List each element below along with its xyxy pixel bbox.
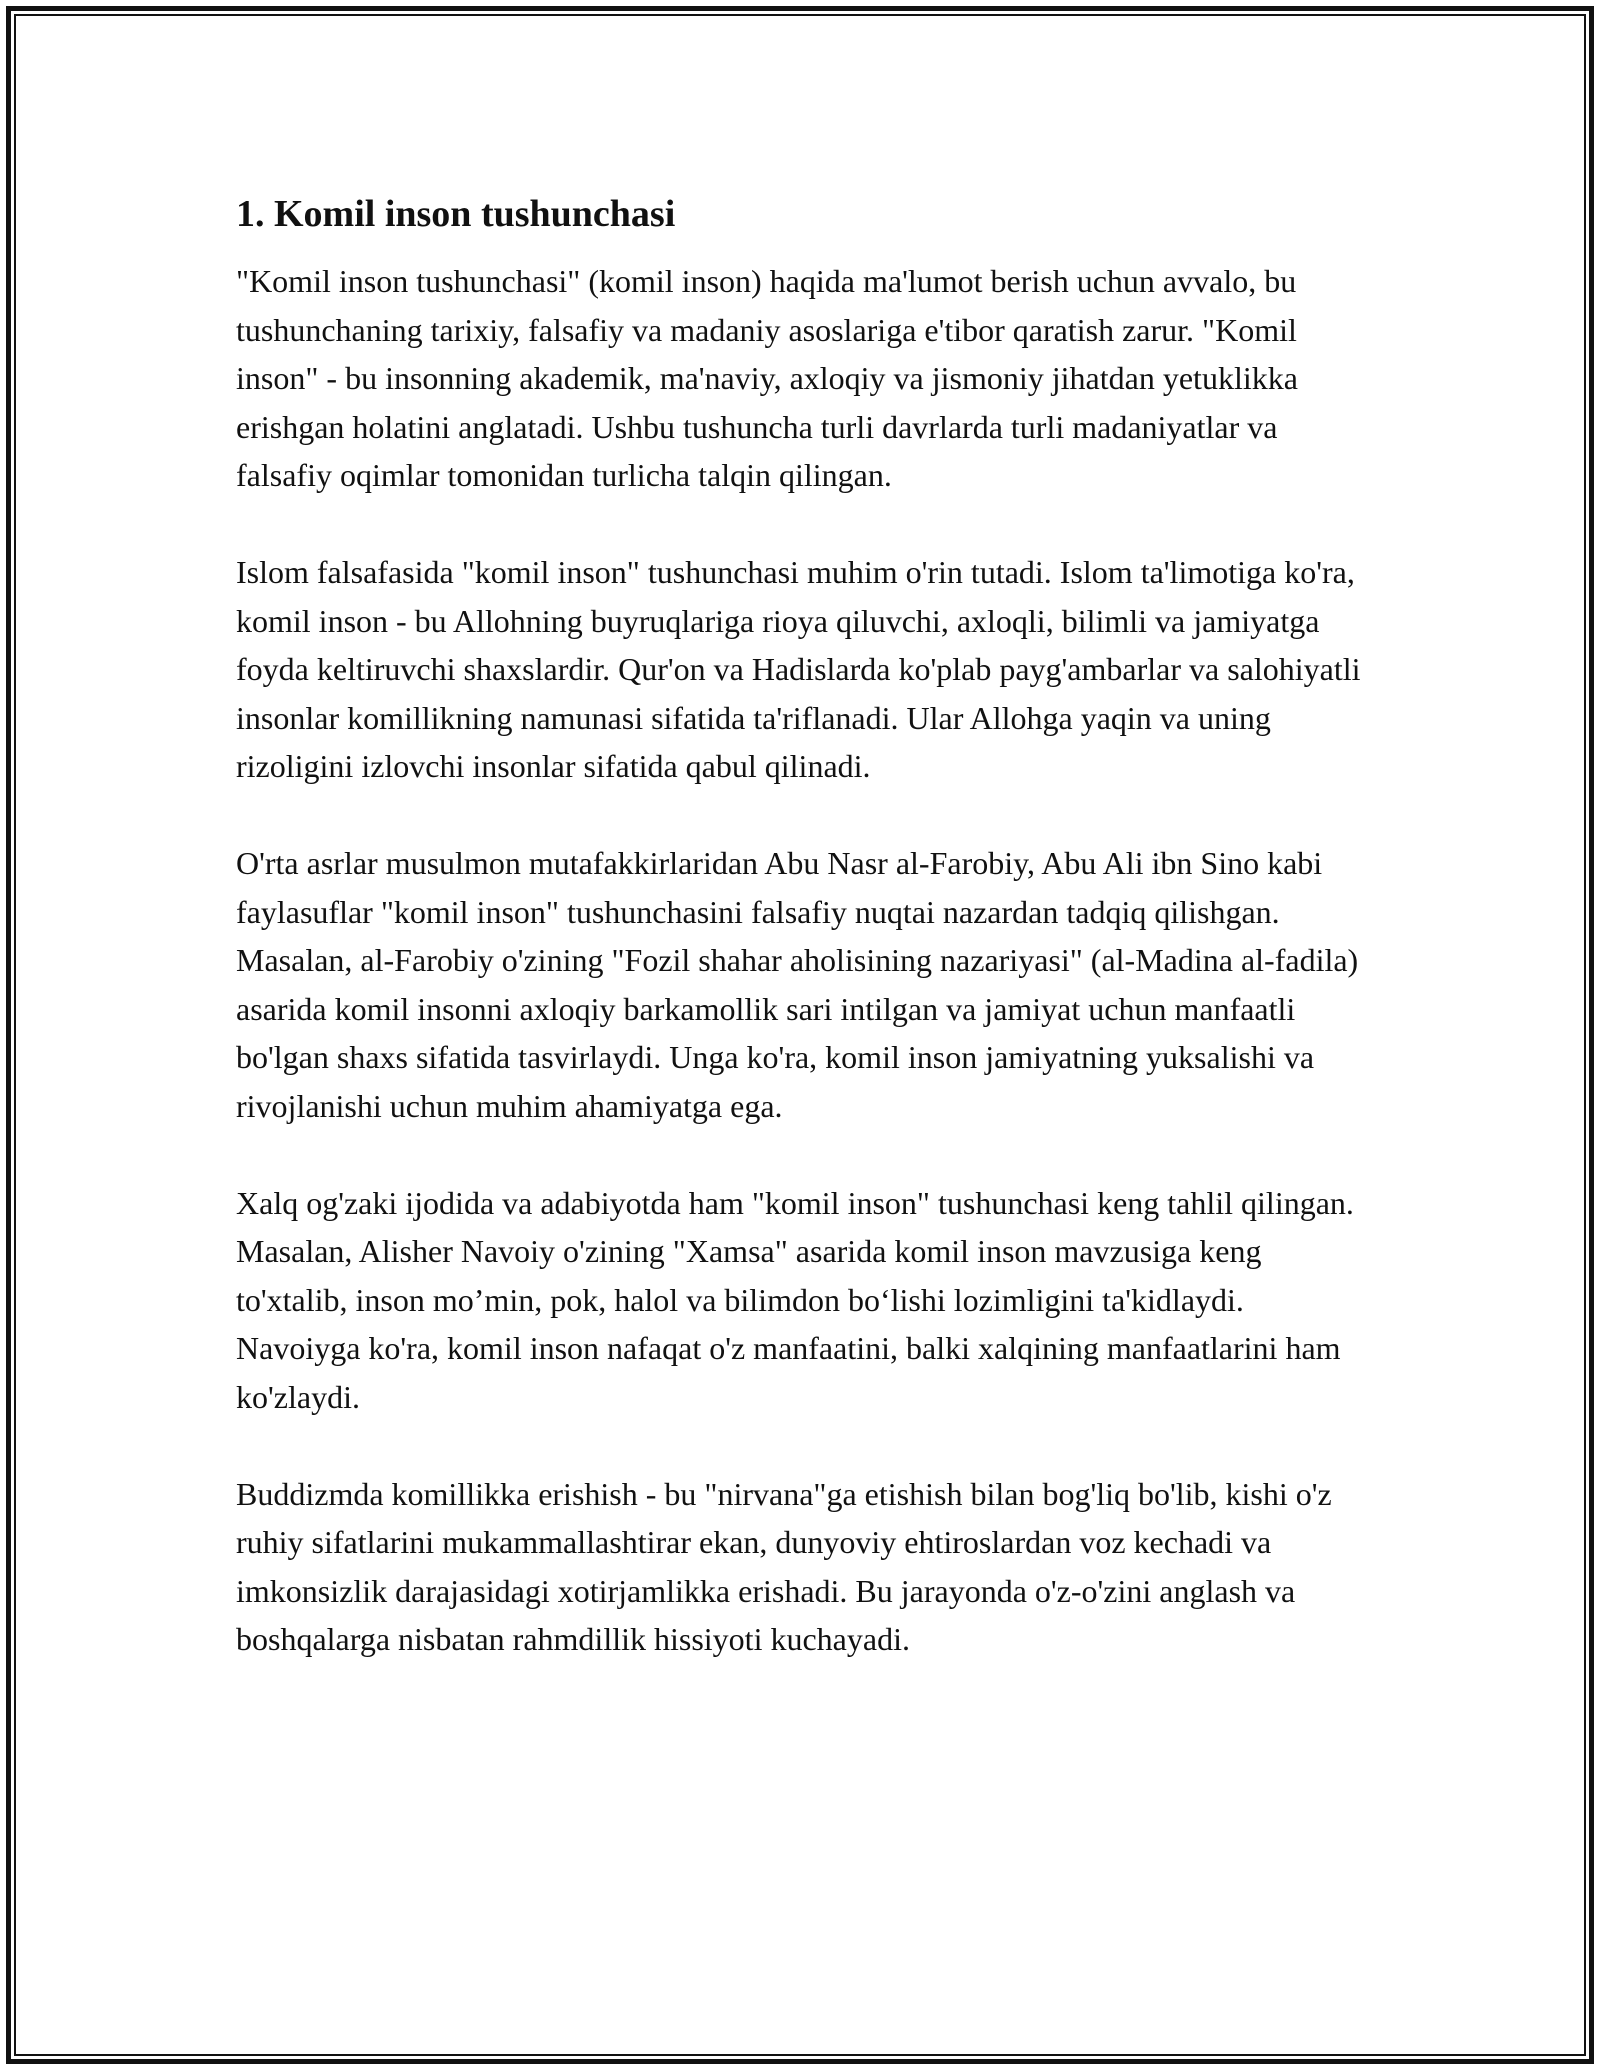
document-body bbox=[236, 185, 1386, 1712]
paragraph-medieval-thinkers: O'rta asrlar musulmon mutafakkirlaridan Abu Nasr al-Farobiy, Abu Ali ibn Sino kabi faylasuflar "komil inson" tushunchasini falsafiy nuqtai nazardan tadqiq qilishgan. Masalan, al-Farobiy o'zining "Fozil shahar aholisining nazariyasi" (al-Madina al-fadila) asarida komil insonni axloqiy barkamollik sari intilgan va jamiyat uchun manfaatli bo'lgan shaxs sifatida tasvirlaydi. Unga ko'ra, komil inson jamiyatning yuksalishi va rivojlanishi uchun muhim ahamiyatga ega. bbox=[236, 845, 1359, 1124]
paragraph-intro: "Komil inson tushunchasi" (komil inson) haqida ma'lumot berish uchun avvalo, bu tushunchaning tarixiy, falsafiy va madaniy asoslariga e'tibor qaratish zarur. "Komil inson" - bu insonning akademik, ma'naviy, axloqiy va jismoniy jihatdan yetuklikka erishgan holatini anglatadi. Ushbu tushuncha turli davrlarda turli madaniyatlar va falsafiy oqimlar tomonidan turlicha talqin qilingan. bbox=[236, 263, 1298, 493]
paragraph-islam: Islom falsafasida "komil inson" tushunchasi muhim o'rin tutadi. Islom ta'limotiga ko'ra, komil inson - bu Allohning buyruqlariga rioya qiluvchi, axloqli, bilimli va jamiyatga foyda keltiruvchi shaxslardir. Qur'on va Hadislarda ko'plab payg'ambarlar va salohiyatli insonlar komillikning namunasi sifatida ta'riflanadi. Ular Allohga yaqin va uning rizoligini izlovchi insonlar sifatida qabul qilinadi. bbox=[236, 554, 1361, 784]
section-heading: 1. Komil inson tushunchasi bbox=[236, 193, 676, 235]
paragraph-buddhism: Buddizmda komillikka erishish - bu "nirvana"ga etishish bilan bog'liq bo'lib, kishi o'z ruhiy sifatlarini mukammallashtirar ekan, dunyoviy ehtiroslardan voz kechadi va imkonsizlik darajasidagi xotirjamlikka erishadi. Bu jarayonda o'z-o'zini anglash va boshqalarga nisbatan rahmdillik hissiyoti kuchayadi. bbox=[236, 1475, 1332, 1657]
paragraph-literature: Xalq og'zaki ijodida va adabiyotda ham "komil inson" tushunchasi keng tahlil qilingan. Masalan, Alisher Navoiy o'zining "Xamsa" asarida komil inson mavzusiga keng to'xtalib, inson mo’min, pok, halol va bilimdon bo‘lishi lozimligini ta'kidlaydi. Navoiyga ko'ra, komil inson nafaqat o'z manfaatini, balki xalqining manfaatlarini ham ko'zlaydi. bbox=[236, 1184, 1354, 1415]
